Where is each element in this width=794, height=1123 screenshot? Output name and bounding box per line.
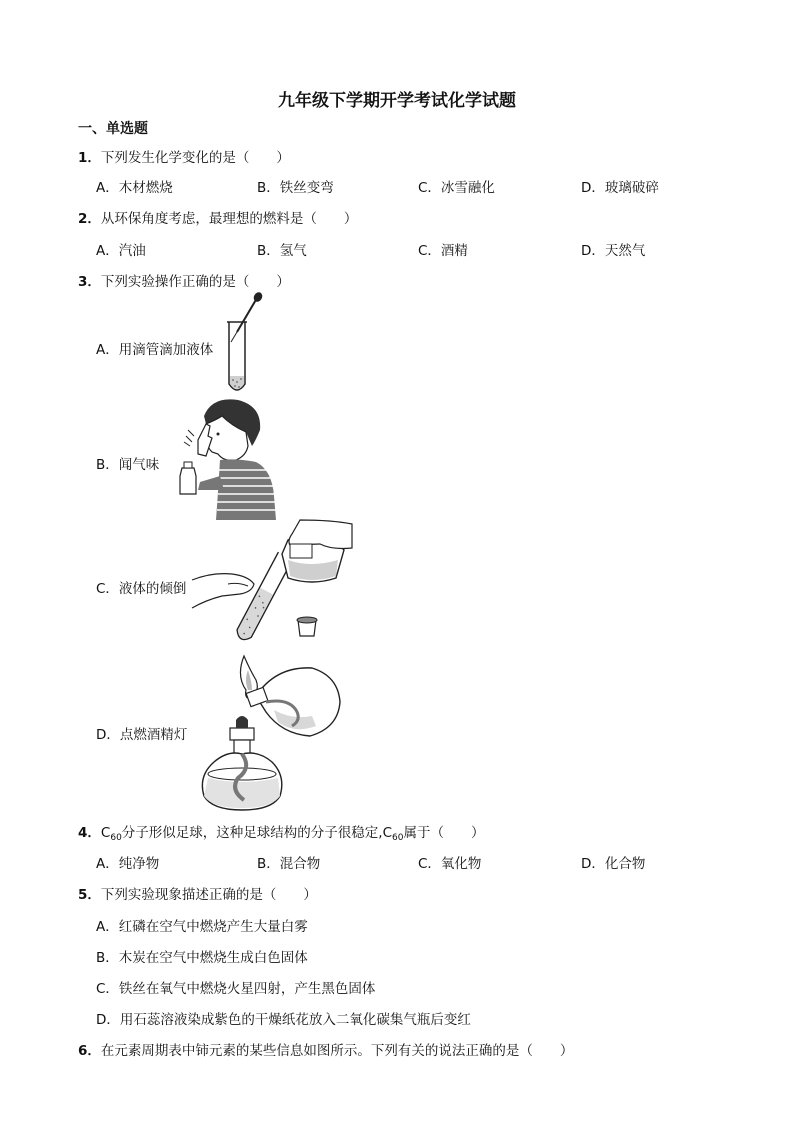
question-stem: 下列实验现象描述正确的是（ ） [100,887,317,903]
q3-option-c: C．液体的倾倒 [96,581,187,597]
q3-option-d: D．点燃酒精灯 [96,727,188,743]
q3-option-b: B．闻气味 [96,457,160,473]
question-stem: 分子形似足球，这种足球结构的分子很稳定, [121,825,383,841]
pouring-liquid-image [192,520,352,656]
dropper-test-tube-image [215,292,265,398]
q2-option-c: C．酒精 [418,243,468,259]
question-stem: 下列实验操作正确的是（ ） [100,274,290,290]
question-3 [78,270,290,290]
question-number: 6． [78,1043,101,1059]
q2-option-a: A．汽油 [96,243,146,259]
question-number: 2． [78,211,101,227]
q2-option-d: D．天然气 [581,243,646,259]
q1-option-a: A．木材燃烧 [96,180,173,196]
question-number: 4． [78,825,101,841]
q1-option-c: C．冰雪融化 [418,180,495,196]
page-title: 九年级下学期开学考试化学试题 [278,91,516,111]
c60-formula: $C_{60}$ [100,825,122,843]
alcohol-lamp-image [192,650,342,812]
question-1 [78,146,290,166]
question-number: 3． [78,274,101,290]
question-6 [78,1039,573,1059]
question-number: 5． [78,887,101,903]
question-stem-end: 属于（ ） [403,825,485,841]
q1-option-b: B．铁丝变弯 [257,180,334,196]
q5-option-d: D．用石蕊溶液染成紫色的干燥纸花放入二氧化碳集气瓶后变红 [96,1012,471,1028]
q4-option-c: C．氧化物 [418,856,482,872]
question-5 [78,883,317,903]
c60-formula: $C_{60}$ [382,825,404,843]
smelling-gas-image [176,396,278,520]
q1-option-d: D．玻璃破碎 [581,180,659,196]
q4-option-d: D．化合物 [581,856,646,872]
q2-option-b: B．氢气 [257,243,307,259]
question-stem: 在元素周期表中铈元素的某些信息如图所示。下列有关的说法正确的是（ ） [100,1043,574,1059]
section-heading: 一、单选题 [78,121,148,137]
question-stem: 下列发生化学变化的是（ ） [100,150,290,166]
question-number: 1． [78,150,101,166]
question-2 [78,207,357,227]
q4-option-a: A．纯净物 [96,856,160,872]
q5-option-b: B．木炭在空气中燃烧生成白色固体 [96,950,308,966]
q3-option-a: A．用滴管滴加液体 [96,342,214,358]
question-stem: 从环保角度考虑，最理想的燃料是（ ） [100,211,358,227]
q4-option-b: B．混合物 [257,856,321,872]
q5-option-a: A．红磷在空气中燃烧产生大量白雾 [96,919,308,935]
question-4 [78,821,484,841]
q5-option-c: C．铁丝在氧气中燃烧火星四射，产生黑色固体 [96,981,376,997]
